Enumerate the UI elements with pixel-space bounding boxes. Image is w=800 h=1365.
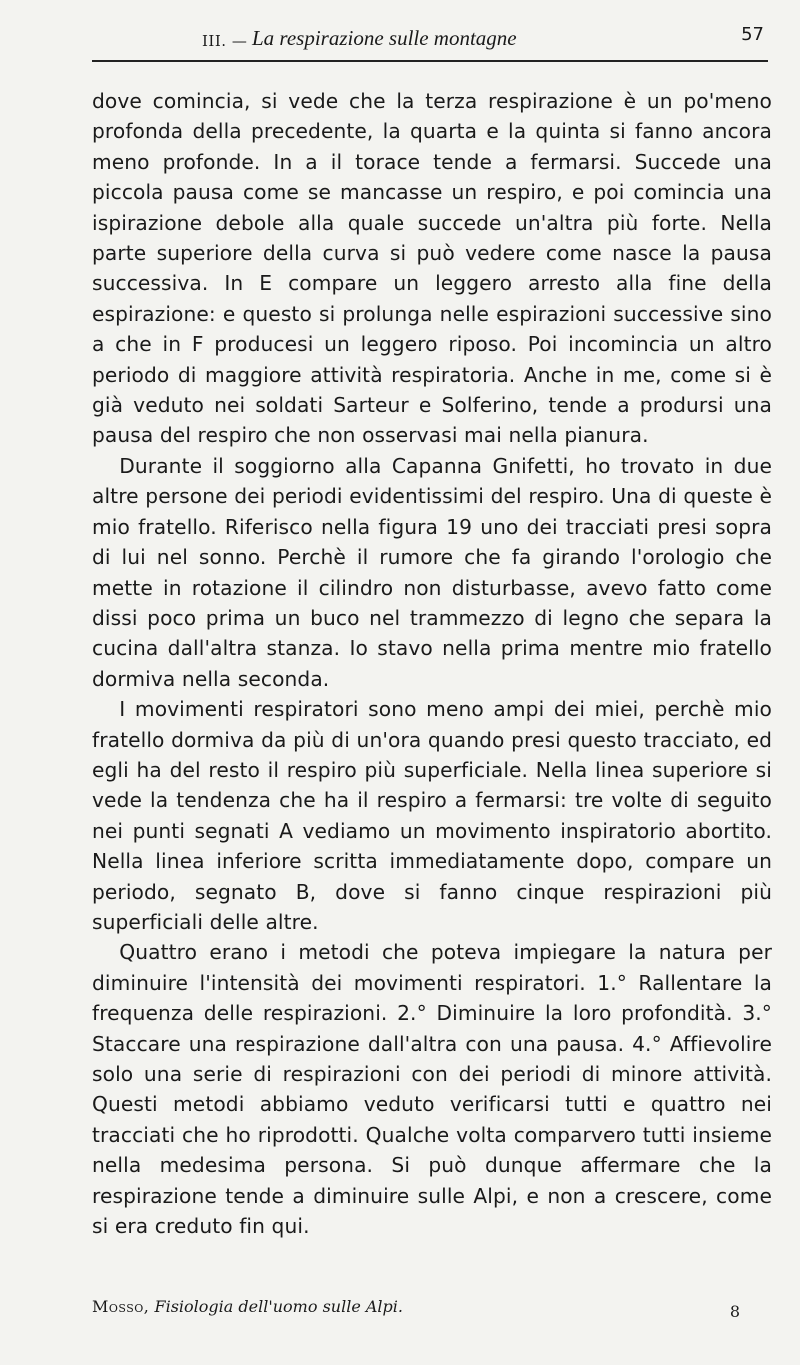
running-head <box>92 22 768 52</box>
header-dash: — <box>231 32 248 50</box>
paragraph: Durante il soggiorno alla Capanna Gnifetti, ho trovato in due altre persone dei periodi evidentissimi del respiro. Una di queste è mio fratello. Riferisco nella figura 19 uno dei tracciati presi sopra di lui nel sonno. Perchè il rumore che fa girando l'orologio che mette in rotazione il cilindro non disturbasse, avevo fatto come dissi poco prima un buco nel trammezzo di legno che separa la cucina dall'altra stanza. Io stavo nella prima mentre mio fratello dormiva nella seconda. <box>92 453 772 691</box>
chapter-title: La respirazione sulle montagne <box>252 26 517 50</box>
footer-reference <box>92 1297 403 1316</box>
chapter-number <box>202 32 247 50</box>
body-text <box>92 86 772 1241</box>
chapter-roman: III. <box>202 32 227 50</box>
paragraph: dove comincia, si vede che la terza respirazione è un po'meno profonda della precedente, la quarta e la quinta si fanno ancora meno profonde. In a il torace tende a fermarsi. Succede una piccola pausa come se mancasse un respiro, e poi comincia una ispirazione debole alla quale succede un'altra più forte. Nella parte superiore della curva si può vedere come nasce la pausa successiva. In E compare un leggero arresto alla fine della espirazione: e questo si prolunga nelle espirazioni successive sino a che in F producesi un leggero riposo. Poi incomincia un altro periodo di maggiore attività respiratoria. Anche in me, come si è già veduto nei soldati Sarteur e Solferino, tende a prodursi una pausa del respiro che non osservasi mai nella pianura. <box>92 89 772 448</box>
paragraph: Quattro erano i metodi che poteva impiegare la natura per diminuire l'intensità dei movimenti respiratori. 1.° Rallentare la frequenza delle respirazioni. 2.° Diminuire la loro profondità. 3.° Staccare una respirazione dall'altra con una pausa. 4.° Affievolire solo una serie di respirazioni con dei periodi di minore attività. Questi metodi abbiamo veduto verificarsi tutti e quattro nei tracciati che ho riprodotti. Qualche volta comparvero tutti insieme nella medesima persona. Si può dunque affermare che la respirazione tende a diminuire sulle Alpi, e non a crescere, come si era creduto fin qui. <box>92 940 772 1239</box>
paragraph: I movimenti respiratori sono meno ampi dei miei, perchè mio fratello dormiva da più di un'ora quando presi questo tracciato, ed egli ha del resto il respiro più superficiale. Nella linea superiore si vede la tendenza che ha il respiro a fermarsi: tre volte di seguito nei punti segnati A vediamo un movimento inspiratorio abortito. Nella linea inferiore scritta immediatamente dopo, compare un periodo, segnato B, dove si fanno cinque respirazioni più superficiali delle altre. <box>92 697 772 934</box>
footer-work-title: Fisiologia dell'uomo sulle Alpi. <box>154 1297 403 1316</box>
signature-mark: 8 <box>729 1302 740 1321</box>
page-number: 57 <box>741 24 764 45</box>
footer-author: Mosso, <box>92 1297 150 1316</box>
header-rule <box>92 60 768 62</box>
